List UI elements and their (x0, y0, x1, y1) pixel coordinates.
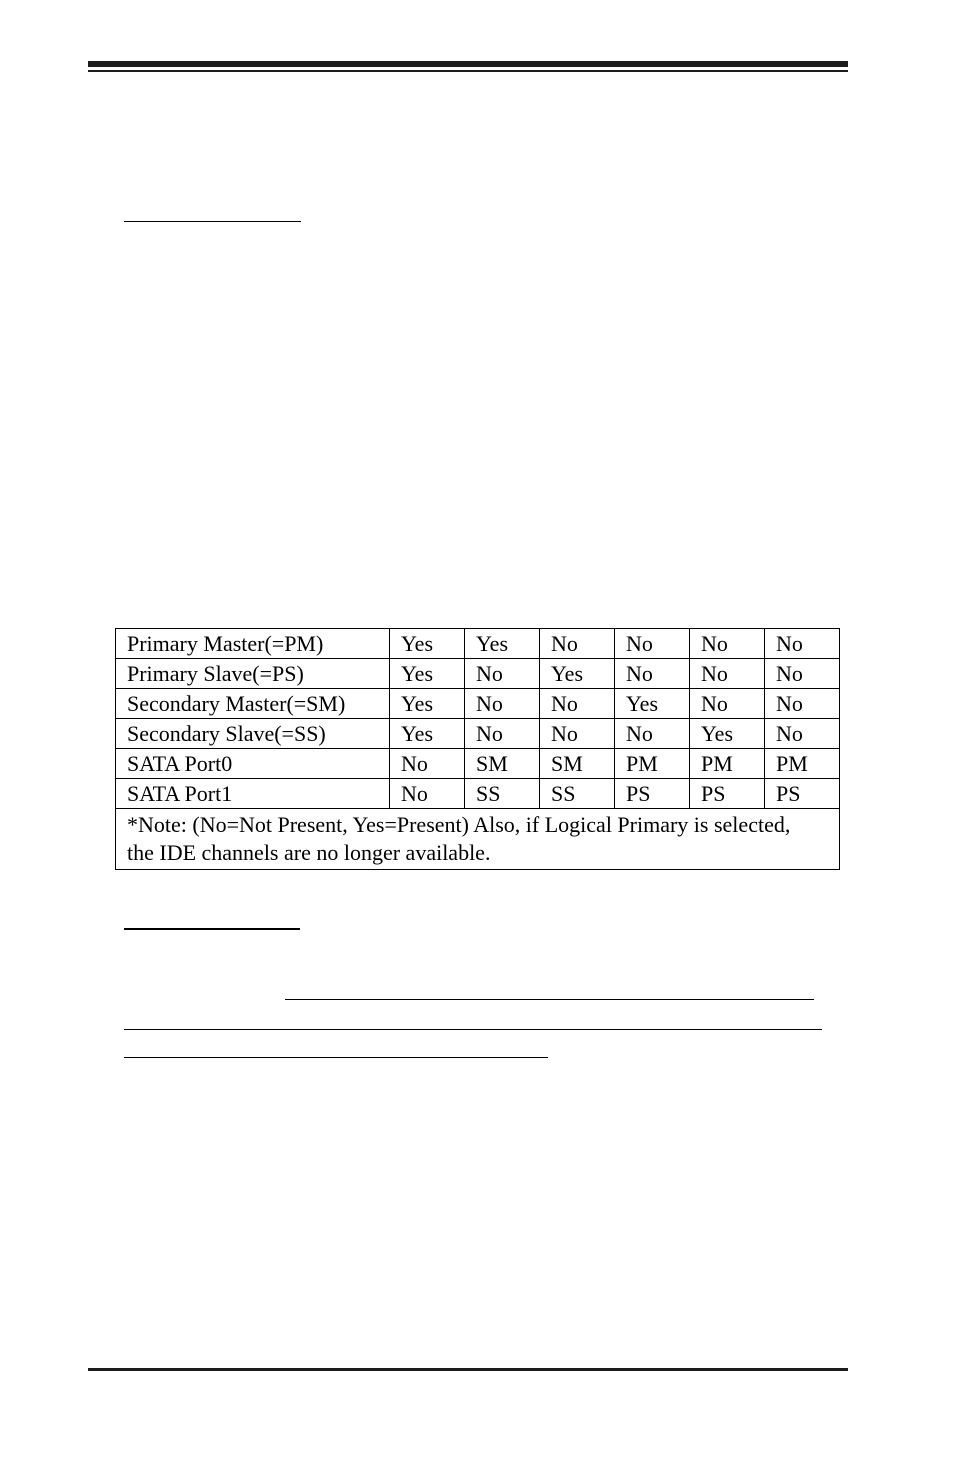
underline-heading-1 (124, 221, 301, 222)
table-cell: No (465, 719, 540, 749)
row-label: Secondary Slave(=SS) (116, 719, 390, 749)
table-cell: No (690, 659, 765, 689)
row-label: Primary Master(=PM) (116, 629, 390, 659)
table-cell: Yes (690, 719, 765, 749)
table-cell: Yes (390, 629, 465, 659)
table-cell: No (540, 689, 615, 719)
underline-text-line-2 (124, 1029, 822, 1030)
table-cell: No (540, 629, 615, 659)
row-label: SATA Port1 (116, 779, 390, 809)
table-cell: SM (465, 749, 540, 779)
table-cell: No (390, 749, 465, 779)
table-cell: PM (690, 749, 765, 779)
underline-heading-2 (124, 928, 300, 930)
table-cell: SM (540, 749, 615, 779)
table-cell: No (390, 779, 465, 809)
table-cell: SS (540, 779, 615, 809)
table-cell: No (465, 659, 540, 689)
header-rule-thin (88, 70, 848, 72)
table-row (116, 719, 840, 749)
table-cell: No (690, 629, 765, 659)
table-note-row (116, 809, 840, 870)
table-cell: Yes (390, 659, 465, 689)
table-note: *Note: (No=Not Present, Yes=Present) Also, if Logical Primary is selected, the IDE channels are no longer available. (116, 809, 840, 870)
table-row (116, 629, 840, 659)
row-label: SATA Port0 (116, 749, 390, 779)
table-cell: PS (765, 779, 840, 809)
table-cell: PM (765, 749, 840, 779)
header-rule-thick (88, 61, 848, 67)
table-cell: No (765, 629, 840, 659)
table-cell: No (765, 659, 840, 689)
table-cell: PS (690, 779, 765, 809)
table-cell: Yes (540, 659, 615, 689)
footer-rule (88, 1368, 848, 1371)
table-cell: No (615, 719, 690, 749)
row-label: Primary Slave(=PS) (116, 659, 390, 689)
table-cell: No (540, 719, 615, 749)
underline-text-line-1 (285, 999, 814, 1000)
row-label: Secondary Master(=SM) (116, 689, 390, 719)
table-cell: PM (615, 749, 690, 779)
table-cell: Yes (615, 689, 690, 719)
table-row (116, 749, 840, 779)
table-cell: Yes (390, 689, 465, 719)
underline-text-line-3 (124, 1057, 548, 1058)
table-row (116, 779, 840, 809)
table-cell: No (690, 689, 765, 719)
table-cell: Yes (390, 719, 465, 749)
table-cell: Yes (465, 629, 540, 659)
ide-sata-configuration-table (115, 628, 840, 870)
table-cell: No (615, 629, 690, 659)
table-cell: No (615, 659, 690, 689)
table-cell: No (765, 719, 840, 749)
table-row (116, 689, 840, 719)
table-row (116, 659, 840, 689)
table-cell: No (465, 689, 540, 719)
table-cell: SS (465, 779, 540, 809)
table-cell: No (765, 689, 840, 719)
table-cell: PS (615, 779, 690, 809)
